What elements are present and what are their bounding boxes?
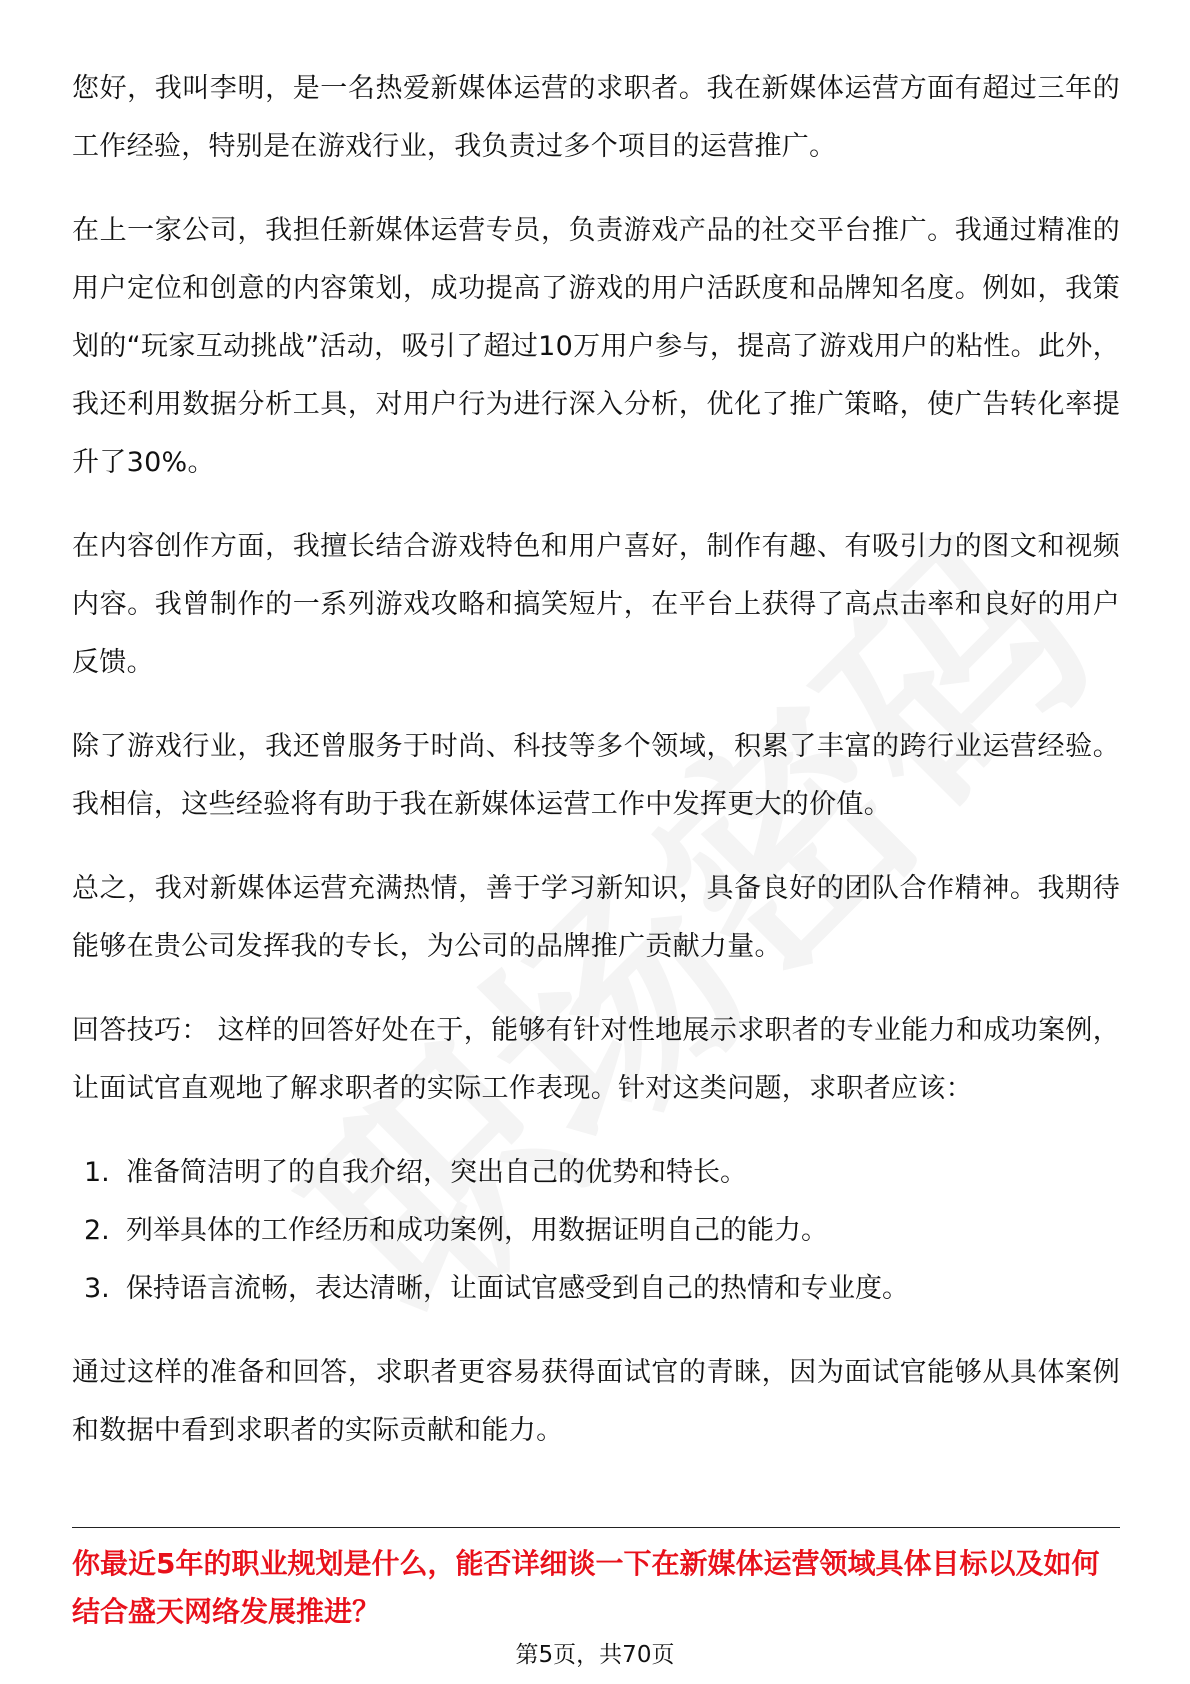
- next-question-heading: 你最近5年的职业规划是什么，能否详细谈一下在新媒体运营领域具体目标以及如何结合盛天网络发展推进？: [72, 1547, 1100, 1628]
- paragraph-previous-job: 在上一家公司，我担任新媒体运营专员，负责游戏产品的社交平台推广。我通过精准的用户定位和创意的内容策划，成功提高了游戏的用户活跃度和品牌知名度。例如，我策划的“玩家互动挑战”活动，吸引了超过10万用户参与，提高了游戏用户的粘性。此外，我还利用数据分析工具，对用户行为进行深入分析，优化了推广策略，使广告转化率提升了30%。: [72, 215, 1120, 478]
- paragraph-answer-tips: 回答技巧： 这样的回答好处在于，能够有针对性地展示求职者的专业能力和成功案例，让面试官直观地了解求职者的实际工作表现。针对这类问题，求职者应该：: [72, 1015, 1120, 1104]
- section-divider: [72, 1527, 1120, 1528]
- list-number: 3.: [84, 1273, 110, 1304]
- list-number: 1.: [84, 1157, 110, 1188]
- list-item: [72, 1260, 1120, 1318]
- list-text: 列举具体的工作经历和成功案例，用数据证明自己的能力。: [126, 1215, 828, 1246]
- paragraph-intro: 您好，我叫李明，是一名热爱新媒体运营的求职者。我在新媒体运营方面有超过三年的工作经验，特别是在游戏行业，我负责过多个项目的运营推广。: [72, 73, 1120, 162]
- paragraph-cross-industry: 除了游戏行业，我还曾服务于时尚、科技等多个领域，积累了丰富的跨行业运营经验。我相信，这些经验将有助于我在新媒体运营工作中发挥更大的价值。: [72, 731, 1120, 820]
- list-number: 2.: [84, 1215, 110, 1246]
- list-text: 保持语言流畅，表达清晰，让面试官感受到自己的热情和专业度。: [126, 1273, 909, 1304]
- list-text: 准备简洁明了的自我介绍，突出自己的优势和特长。: [126, 1157, 747, 1188]
- paragraph-closing: 通过这样的准备和回答，求职者更容易获得面试官的青睐，因为面试官能够从具体案例和数据中看到求职者的实际贡献和能力。: [72, 1357, 1120, 1446]
- page-footer: 第5页，共70页: [515, 1642, 675, 1668]
- list-item: [72, 1202, 1120, 1260]
- paragraph-content-creation: 在内容创作方面，我擅长结合游戏特色和用户喜好，制作有趣、有吸引力的图文和视频内容。我曾制作的一系列游戏攻略和搞笑短片，在平台上获得了高点击率和良好的用户反馈。: [72, 531, 1120, 678]
- list-item: [72, 1144, 1120, 1202]
- document-body: [72, 60, 1120, 1486]
- tips-list: [72, 1144, 1120, 1318]
- paragraph-summary: 总之，我对新媒体运营充满热情，善于学习新知识，具备良好的团队合作精神。我期待能够在贵公司发挥我的专长，为公司的品牌推广贡献力量。: [72, 873, 1120, 962]
